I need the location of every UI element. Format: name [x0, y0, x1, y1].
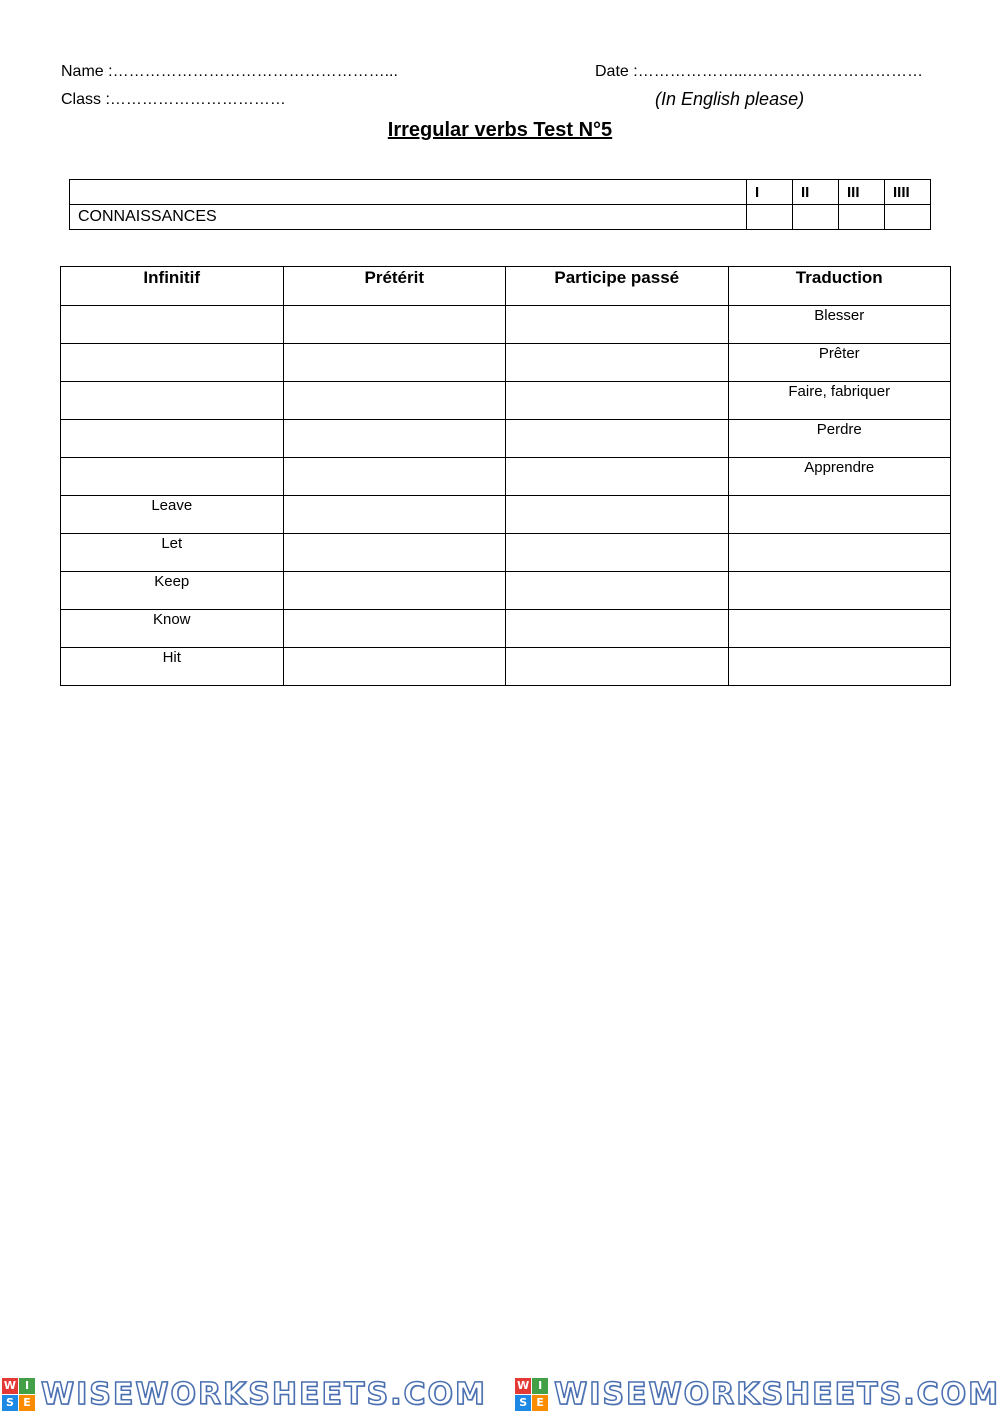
- class-field-label: Class :……………………………: [61, 91, 286, 108]
- cell-traduction[interactable]: [728, 610, 951, 648]
- cell-participe[interactable]: [506, 458, 729, 496]
- page-title: Irregular verbs Test N°5: [387, 119, 613, 141]
- cell-participe[interactable]: [506, 610, 729, 648]
- cell-infinitif[interactable]: [61, 344, 284, 382]
- logo-letter: W: [517, 1379, 530, 1392]
- cell-infinitif: Know: [61, 610, 284, 648]
- table-row: [61, 306, 951, 344]
- logo-letter: S: [515, 1395, 531, 1411]
- score-level: I: [747, 180, 793, 205]
- table-row: [61, 458, 951, 496]
- logo-letter: E: [532, 1395, 548, 1411]
- cell-preterit[interactable]: [283, 496, 506, 534]
- cell-preterit[interactable]: [283, 306, 506, 344]
- cell-preterit[interactable]: [283, 382, 506, 420]
- score-table: [69, 179, 931, 230]
- table-row: [61, 496, 951, 534]
- table-row: [61, 344, 951, 382]
- cell-infinitif: Hit: [61, 648, 284, 686]
- table-row: [61, 382, 951, 420]
- cell-infinitif: Let: [61, 534, 284, 572]
- verbs-table: [60, 266, 951, 686]
- cell-traduction[interactable]: [728, 648, 951, 686]
- brand-text: WISEWORKSHEETS.COM: [554, 1376, 1000, 1412]
- score-level: IIII: [885, 180, 931, 205]
- logo-letter: W: [3, 1379, 17, 1392]
- brand-left: [0, 1377, 487, 1412]
- column-header-traduction: Traduction: [728, 267, 951, 306]
- logo-letter: E: [19, 1395, 35, 1411]
- brand-logo-icon: [2, 1378, 35, 1411]
- cell-preterit[interactable]: [283, 458, 506, 496]
- cell-preterit[interactable]: [283, 610, 506, 648]
- cell-preterit[interactable]: [283, 572, 506, 610]
- table-row: [61, 420, 951, 458]
- cell-preterit[interactable]: [283, 420, 506, 458]
- cell-traduction: Faire, fabriquer: [728, 382, 951, 420]
- column-header-infinitif: Infinitif: [61, 267, 284, 306]
- cell-participe[interactable]: [506, 496, 729, 534]
- cell-participe[interactable]: [506, 344, 729, 382]
- cell-preterit[interactable]: [283, 534, 506, 572]
- table-row: [61, 648, 951, 686]
- logo-letter: I: [532, 1378, 548, 1394]
- column-header-preterit: Prétérit: [283, 267, 506, 306]
- cell-preterit[interactable]: [283, 648, 506, 686]
- score-cell[interactable]: [885, 205, 931, 230]
- brand-text: WISEWORKSHEETS.COM: [41, 1376, 487, 1412]
- cell-infinitif[interactable]: [61, 382, 284, 420]
- cell-infinitif[interactable]: [61, 420, 284, 458]
- cell-participe[interactable]: [506, 648, 729, 686]
- cell-participe[interactable]: [506, 382, 729, 420]
- table-row: [61, 610, 951, 648]
- verbs-header-row: [61, 267, 951, 306]
- score-row-label: CONNAISSANCES: [70, 205, 747, 230]
- cell-participe[interactable]: [506, 572, 729, 610]
- cell-participe[interactable]: [506, 306, 729, 344]
- cell-infinitif[interactable]: [61, 306, 284, 344]
- score-level: II: [793, 180, 839, 205]
- score-header-row: [70, 180, 931, 205]
- cell-preterit[interactable]: [283, 344, 506, 382]
- brand-right: [513, 1377, 1000, 1412]
- cell-traduction[interactable]: [728, 572, 951, 610]
- cell-traduction: Prêter: [728, 344, 951, 382]
- score-header-blank: [70, 180, 747, 205]
- score-row: [70, 205, 931, 230]
- cell-infinitif[interactable]: [61, 458, 284, 496]
- score-cell[interactable]: [747, 205, 793, 230]
- score-cell[interactable]: [839, 205, 885, 230]
- score-level: III: [839, 180, 885, 205]
- table-row: [61, 572, 951, 610]
- footer-watermark: [0, 1375, 1000, 1413]
- table-row: [61, 534, 951, 572]
- cell-participe[interactable]: [506, 534, 729, 572]
- logo-letter: I: [19, 1378, 35, 1394]
- cell-participe[interactable]: [506, 420, 729, 458]
- cell-infinitif: Leave: [61, 496, 284, 534]
- instruction-note: (In English please): [655, 89, 805, 109]
- brand-logo-icon: [515, 1378, 548, 1411]
- date-field-label: Date :………………...……………………………: [595, 63, 924, 80]
- column-header-participe: Participe passé: [506, 267, 729, 306]
- cell-traduction[interactable]: [728, 534, 951, 572]
- cell-traduction: Apprendre: [728, 458, 951, 496]
- cell-traduction: Blesser: [728, 306, 951, 344]
- cell-infinitif: Keep: [61, 572, 284, 610]
- logo-letter: S: [2, 1395, 18, 1411]
- cell-traduction[interactable]: [728, 496, 951, 534]
- score-cell[interactable]: [793, 205, 839, 230]
- cell-traduction: Perdre: [728, 420, 951, 458]
- name-field-label: Name :……………………………………………...: [61, 63, 398, 80]
